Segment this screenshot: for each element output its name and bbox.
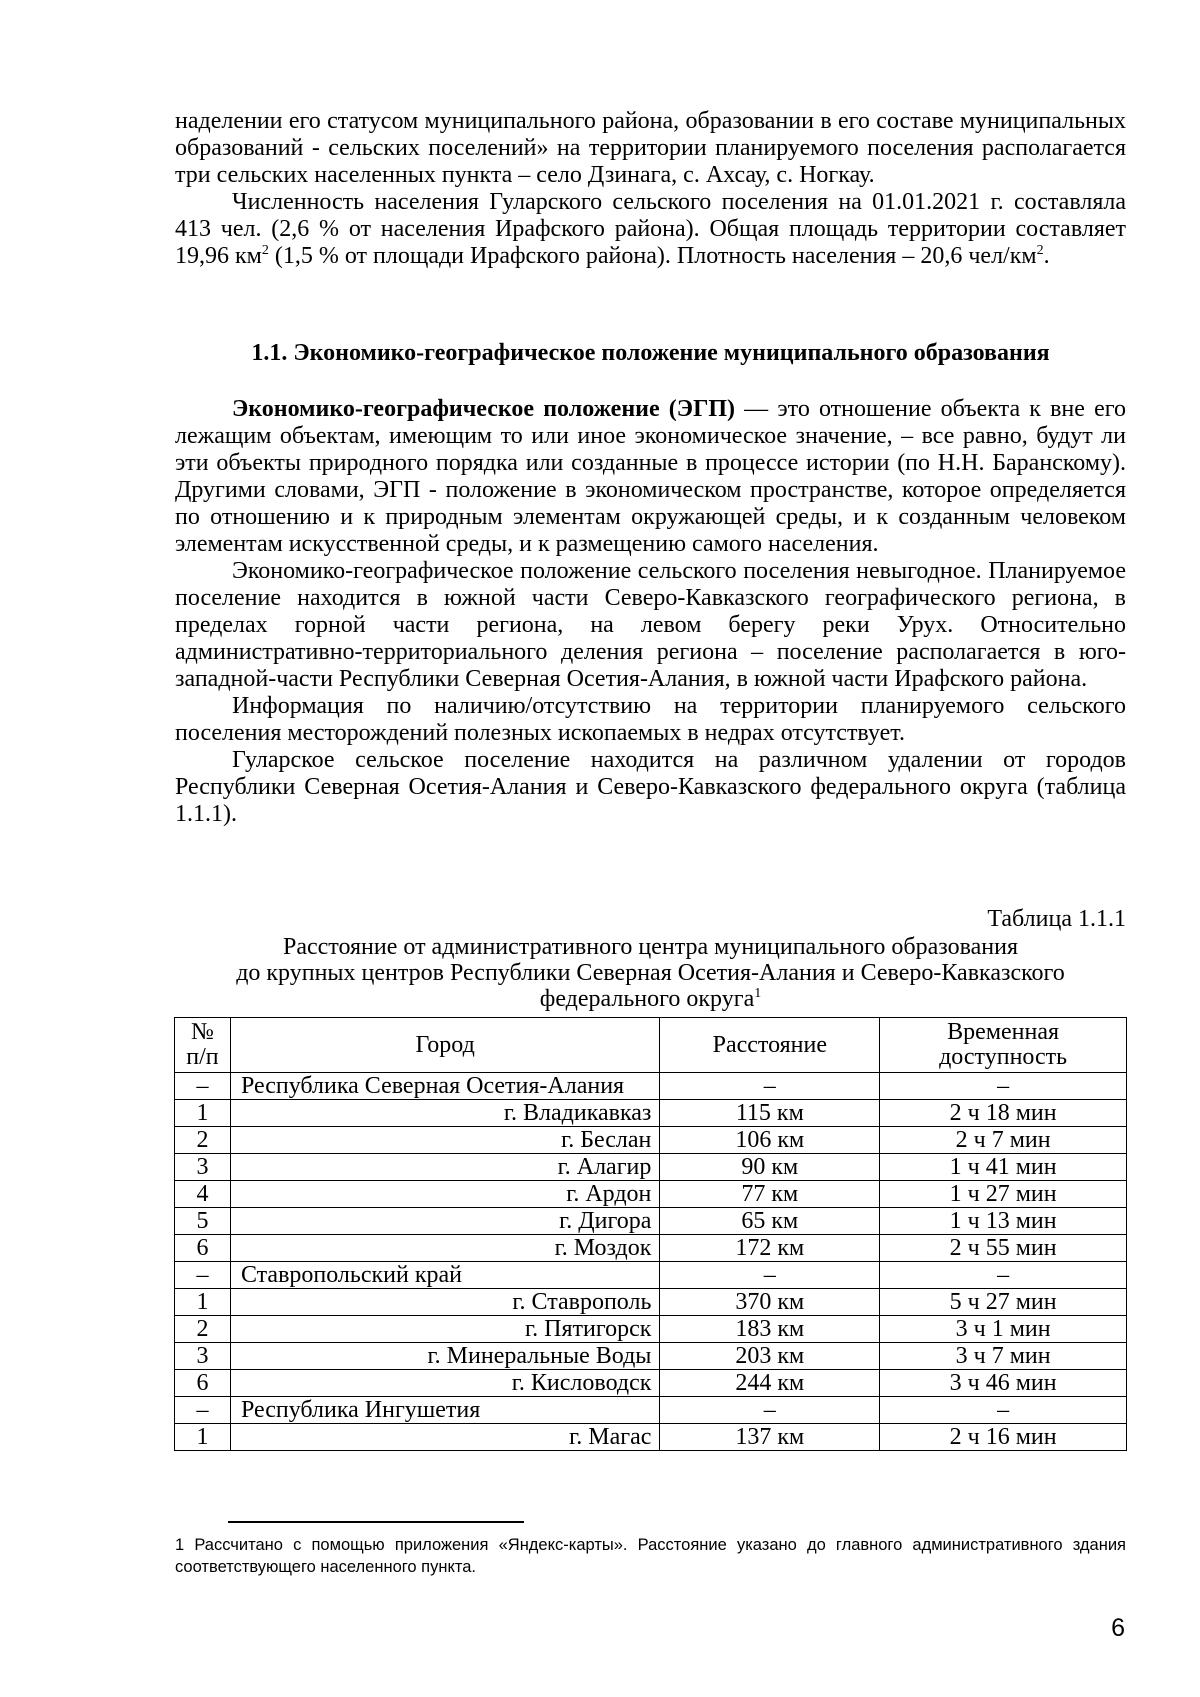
- superscript-area-unit: 2: [261, 243, 269, 258]
- table-row: [175, 1289, 1127, 1316]
- superscript-density-unit: 2: [1036, 243, 1044, 258]
- cell-distance: 65 км: [660, 1208, 880, 1235]
- cell-distance: –: [660, 1073, 880, 1100]
- section-paragraph-4: Гуларское сельское поселение находится на различном удалении от городов Республики Северная Осетия-Алания и Северо-Кавказского федерального округа (таблица 1.1.1).: [175, 747, 1126, 827]
- table-title-line-2: до крупных центров Республики Северная Осетия-Алания и Северо-Кавказского: [236, 960, 1065, 986]
- intro-paragraph-1: наделении его статусом муниципального района, образовании в его составе муниципальных образований - сельских поселений» на территории планируемого поселения располагается три сельских населенных пункта – село Дзинага, с. Ахсау, с. Ногкау.: [175, 108, 1126, 188]
- cell-number: 6: [175, 1235, 231, 1262]
- cell-travel-time: –: [880, 1397, 1127, 1424]
- cell-travel-time: 2 ч 7 мин: [880, 1127, 1127, 1154]
- cell-number: –: [175, 1397, 231, 1424]
- cell-number: –: [175, 1262, 231, 1289]
- cell-city: г. Дигора: [230, 1208, 659, 1235]
- footnote-mark: 1: [175, 1536, 185, 1554]
- cell-distance: 203 км: [660, 1343, 880, 1370]
- cell-travel-time: 1 ч 13 мин: [880, 1208, 1127, 1235]
- cell-distance: 115 км: [660, 1100, 880, 1127]
- egp-definition: — это отношение объекта к вне его лежащим объектам, имеющим то или иное экономическое значение, – все равно, будут ли эти объекты природного порядка или созданные в процессе истории (по Н.Н. Баранскому). Другими словами, ЭГП - положение в экономическом пространстве, которое определяется по отношению и к природным элементам окружающей среды, и к созданным человеком элементам искусственной среды, и к размещению самого населения.: [175, 396, 1126, 557]
- cell-city: г. Беслан: [230, 1127, 659, 1154]
- cell-number: 2: [175, 1127, 231, 1154]
- cell-travel-time: 2 ч 18 мин: [880, 1100, 1127, 1127]
- cell-city: г. Минеральные Воды: [230, 1343, 659, 1370]
- table-group-row: [175, 1397, 1127, 1424]
- table-title-line-3-text: федерального округа: [539, 986, 755, 1012]
- footnote: [175, 1534, 1126, 1578]
- table-row: [175, 1154, 1127, 1181]
- table-group-row: [175, 1073, 1127, 1100]
- cell-distance: –: [660, 1397, 880, 1424]
- cell-distance: 244 км: [660, 1370, 880, 1397]
- cell-city: Республика Ингушетия: [230, 1397, 659, 1424]
- intro-paragraph-2-part-c: .: [1043, 243, 1050, 269]
- intro-paragraph-2: [175, 189, 1126, 270]
- cell-travel-time: 1 ч 27 мин: [880, 1181, 1127, 1208]
- cell-number: 3: [175, 1154, 231, 1181]
- table-row: [175, 1424, 1127, 1451]
- cell-city: г. Пятигорск: [230, 1316, 659, 1343]
- table-group-row: [175, 1262, 1127, 1289]
- cell-travel-time: –: [880, 1073, 1127, 1100]
- intro-text: [175, 108, 1126, 270]
- cell-number: 2: [175, 1316, 231, 1343]
- table-row: [175, 1181, 1127, 1208]
- cell-travel-time: 2 ч 55 мин: [880, 1235, 1127, 1262]
- header-travel-time: Временная доступность: [880, 1018, 1127, 1073]
- cell-travel-time: 3 ч 7 мин: [880, 1343, 1127, 1370]
- cell-distance: 370 км: [660, 1289, 880, 1316]
- cell-distance: 77 км: [660, 1181, 880, 1208]
- cell-city: г. Кисловодск: [230, 1370, 659, 1397]
- cell-city: г. Ставрополь: [230, 1289, 659, 1316]
- table-body: [175, 1073, 1127, 1451]
- table-title: [175, 934, 1126, 1012]
- footnote-text: Рассчитано с помощью приложения «Яндекс-карты». Расстояние указано до главного административного здания соответствующего населенного пункта.: [175, 1536, 1126, 1576]
- cell-number: 1: [175, 1100, 231, 1127]
- cell-number: 1: [175, 1289, 231, 1316]
- header-number: № п/п: [175, 1018, 231, 1073]
- egp-term: Экономико-географическое положение (ЭГП): [232, 396, 736, 422]
- cell-travel-time: 2 ч 16 мин: [880, 1424, 1127, 1451]
- section-paragraph-2: Экономико-географическое положение сельского поселения невыгодное. Планируемое поселение находится в южной части Северо-Кавказского географического региона, в пределах горной части региона, на левом берегу реки Урух. Относительно административно-территориального деления региона – поселение располагается в юго-западной-части Республики Северная Осетия-Алания, в южной части Ирафского района.: [175, 558, 1126, 692]
- header-distance: Расстояние: [660, 1018, 880, 1073]
- cell-travel-time: 5 ч 27 мин: [880, 1289, 1127, 1316]
- table-title-line-3: [175, 986, 1126, 1012]
- cell-distance: 106 км: [660, 1127, 880, 1154]
- table-number-label: Таблица 1.1.1: [987, 906, 1126, 932]
- cell-travel-time: 3 ч 46 мин: [880, 1370, 1127, 1397]
- header-city: Город: [230, 1018, 659, 1073]
- footnote-reference: 1: [754, 986, 762, 1001]
- cell-city: г. Моздок: [230, 1235, 659, 1262]
- page-number: 6: [1111, 1614, 1125, 1642]
- cell-distance: 172 км: [660, 1235, 880, 1262]
- footnote-divider: [228, 1521, 524, 1523]
- intro-paragraph-2-part-b: (1,5 % от площади Ирафского района). Плотность населения – 20,6 чел/км: [268, 243, 1037, 269]
- cell-city: Республика Северная Осетия-Алания: [230, 1073, 659, 1100]
- cell-number: 6: [175, 1370, 231, 1397]
- cell-distance: 183 км: [660, 1316, 880, 1343]
- cell-travel-time: 1 ч 41 мин: [880, 1154, 1127, 1181]
- cell-travel-time: –: [880, 1262, 1127, 1289]
- table-row: [175, 1235, 1127, 1262]
- cell-city: г. Алагир: [230, 1154, 659, 1181]
- section-paragraph-1: [175, 396, 1126, 558]
- cell-city: г. Владикавказ: [230, 1100, 659, 1127]
- cell-city: г. Ардон: [230, 1181, 659, 1208]
- section-heading: 1.1. Экономико-географическое положение муниципального образования: [251, 340, 1050, 366]
- table-row: [175, 1100, 1127, 1127]
- cell-distance: –: [660, 1262, 880, 1289]
- table-row: [175, 1208, 1127, 1235]
- intro-paragraph-2-part-a: Численность населения Гуларского сельского поселения на 01.01.2021 г. составляла 413 чел. (2,6 % от населения Ирафского района). Общая площадь территории составляет 19,96 км: [175, 189, 1126, 269]
- cell-city: г. Магас: [230, 1424, 659, 1451]
- table-row: [175, 1316, 1127, 1343]
- cell-distance: 137 км: [660, 1424, 880, 1451]
- cell-travel-time: 3 ч 1 мин: [880, 1316, 1127, 1343]
- cell-city: Ставропольский край: [230, 1262, 659, 1289]
- cell-number: –: [175, 1073, 231, 1100]
- table-header-row: [175, 1018, 1127, 1073]
- table-row: [175, 1127, 1127, 1154]
- section-text: [175, 396, 1126, 828]
- cell-number: 5: [175, 1208, 231, 1235]
- cell-distance: 90 км: [660, 1154, 880, 1181]
- cell-number: 3: [175, 1343, 231, 1370]
- table-row: [175, 1343, 1127, 1370]
- distance-table: [174, 1017, 1127, 1451]
- cell-number: 4: [175, 1181, 231, 1208]
- section-paragraph-3: Информация по наличию/отсутствию на территории планируемого сельского поселения месторождений полезных ископаемых в недрах отсутствует.: [175, 693, 1126, 746]
- cell-number: 1: [175, 1424, 231, 1451]
- table-title-line-1: Расстояние от административного центра муниципального образования: [282, 934, 1019, 960]
- table-row: [175, 1370, 1127, 1397]
